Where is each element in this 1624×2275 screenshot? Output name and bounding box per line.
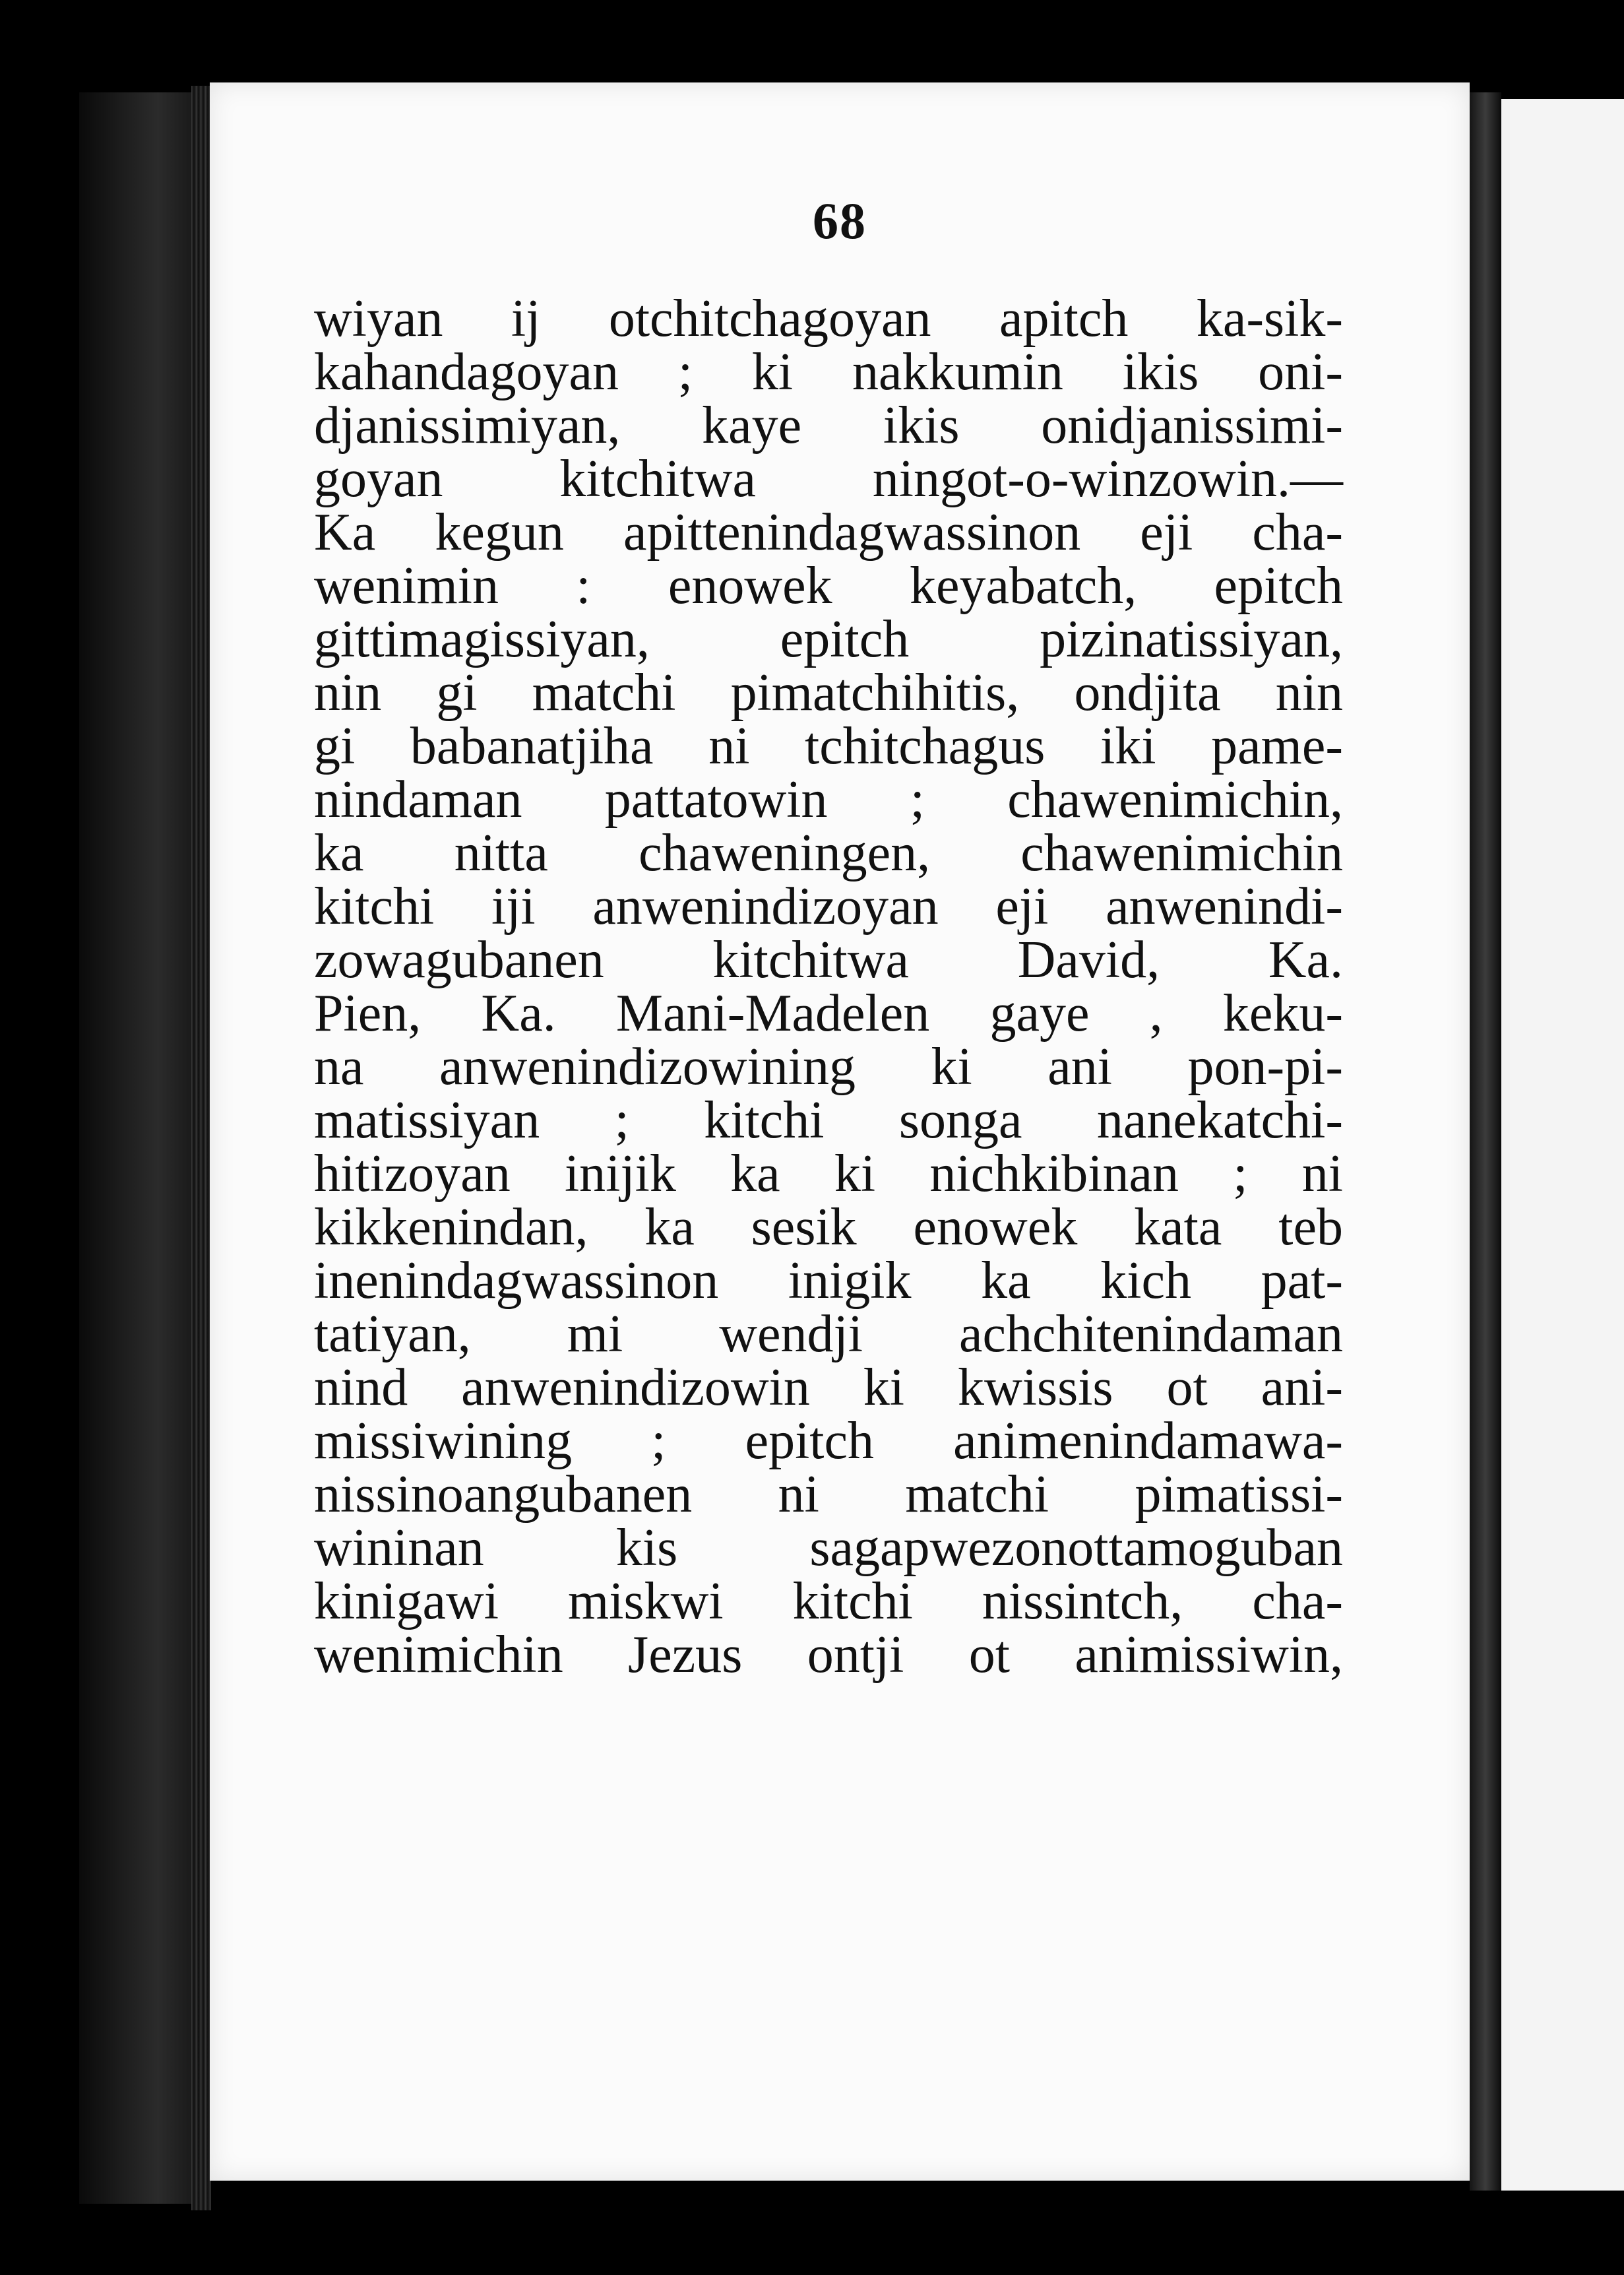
text-line: kitchi iji anwenindizoyan eji anwenindi- xyxy=(314,878,1343,936)
text-line: goyan kitchitwa ningot-o-winzowin.— xyxy=(314,450,1343,508)
text-line: na anwenindizowining ki ani pon-pi- xyxy=(314,1038,1343,1096)
text-line: djanissimiyan, kaye ikis onidjanissimi- xyxy=(314,397,1343,455)
text-line: matissiyan ; kitchi songa nanekatchi- xyxy=(314,1091,1343,1149)
book-page xyxy=(210,82,1470,2181)
page-text xyxy=(314,292,1343,1682)
text-line: nind anwenindizowin ki kwissis ot ani- xyxy=(314,1359,1343,1417)
text-line: zowagubanen kitchitwa David, Ka. xyxy=(314,931,1343,989)
text-line: gi babanatjiha ni tchitchagus iki pame- xyxy=(314,717,1343,775)
text-line: wenimichin Jezus ontji ot animissiwin, xyxy=(314,1626,1343,1684)
text-line: kinigawi miskwi kitchi nissintch, cha- xyxy=(314,1572,1343,1630)
binding-gutter xyxy=(1470,92,1501,2191)
text-line: Pien, Ka. Mani-Madelen gaye , keku- xyxy=(314,984,1343,1042)
text-line: missiwining ; epitch animenindamawa- xyxy=(314,1412,1343,1470)
text-line: wininan kis sagapwezonottamoguban xyxy=(314,1519,1343,1577)
text-line: nissinoangubanen ni matchi pimatissi- xyxy=(314,1465,1343,1523)
text-line: kahandagoyan ; ki nakkumin ikis oni- xyxy=(314,343,1343,401)
text-line: hitizoyan inijik ka ki nichkibinan ; ni xyxy=(314,1145,1343,1203)
text-line: nindaman pattatowin ; chawenimichin, xyxy=(314,771,1343,829)
text-line: Ka kegun apittenindagwassinon eji cha- xyxy=(314,503,1343,561)
facing-page-edge xyxy=(1501,99,1624,2191)
text-line: gittimagissiyan, epitch pizinatissiyan, xyxy=(314,610,1343,668)
text-line: tatiyan, mi wendji achchitenindaman xyxy=(314,1305,1343,1363)
page-number: 68 xyxy=(813,192,867,249)
text-line: ka nitta chaweningen, chawenimichin xyxy=(314,824,1343,882)
spine-edge xyxy=(191,86,211,2210)
text-line: kikkenindan, ka sesik enowek kata teb xyxy=(314,1198,1343,1256)
text-line: wenimin : enowek keyabatch, epitch xyxy=(314,557,1343,615)
text-line: nin gi matchi pimatchihitis, ondjita nin xyxy=(314,664,1343,722)
text-line: inenindagwassinon inigik ka kich pat- xyxy=(314,1252,1343,1310)
text-line: wiyan ij otchitchagoyan apitch ka-sik- xyxy=(314,290,1343,348)
